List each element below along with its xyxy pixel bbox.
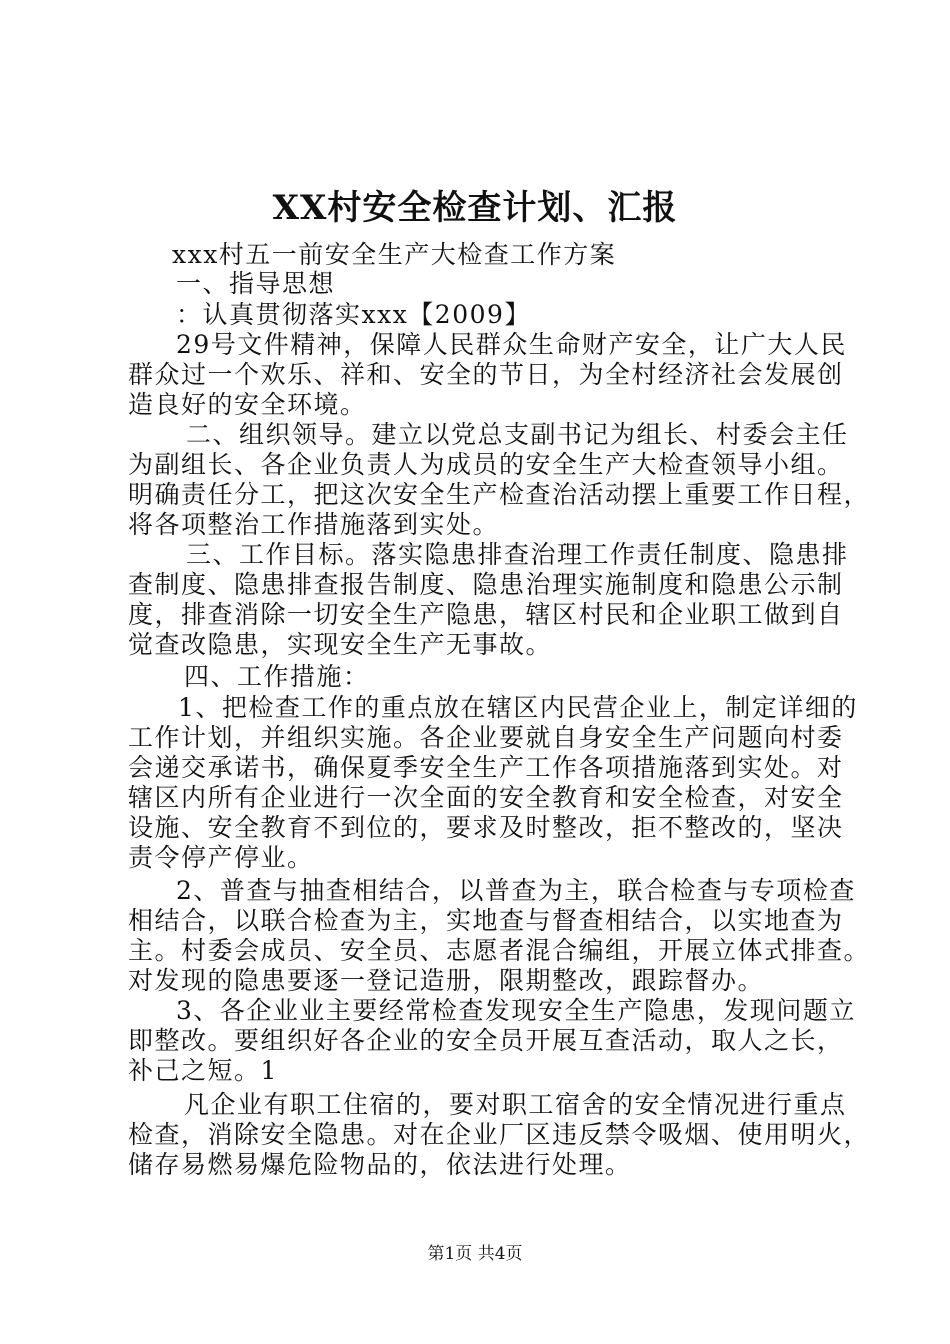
text-line: 明确责任分工，把这次安全生产检查治活动摆上重要工作日程， xyxy=(128,480,871,509)
text-line: 相结合，以联合检查为主，实地查与督查相结合，以实地查为 xyxy=(128,906,844,935)
text-line: 检查，消除安全隐患。对在企业厂区违反禁令吸烟、使用明火， xyxy=(128,1120,871,1149)
text-line: 觉查改隐患，实现安全生产无事故。 xyxy=(128,630,553,659)
text-line: xxx村五一前安全生产大检查工作方案 xyxy=(172,240,617,269)
text-line: 将各项整治工作措施落到实处。 xyxy=(128,510,500,539)
text-line: 储存易燃易爆危险物品的，依法进行处理。 xyxy=(128,1150,632,1179)
text-line: 2、普查与抽查相结合，以普查为主，联合检查与专项检查 xyxy=(176,876,856,905)
text-line: 二、组织领导。建立以党总支副书记为组长、村委会主任 xyxy=(186,420,849,449)
text-line: 为副组长、各企业负责人为成员的安全生产大检查领导小组。 xyxy=(128,450,844,479)
text-line: 三、工作目标。落实隐患排查治理工作责任制度、隐患排 xyxy=(186,540,849,569)
text-line: 辖区内所有企业进行一次全面的安全教育和安全检查，对安全 xyxy=(128,783,844,812)
text-line: 3、各企业业主要经常检查发现安全生产隐患，发现问题立 xyxy=(176,996,856,1025)
text-line: 补己之短。1 xyxy=(128,1056,278,1085)
text-line: 造良好的安全环境。 xyxy=(128,390,367,419)
section-heading: 一、指导思想 xyxy=(176,269,336,298)
text-line: 凡企业有职工住宿的，要对职工宿舍的安全情况进行重点 xyxy=(184,1090,847,1119)
text-line: 度，排查消除一切安全生产隐患，辖区村民和企业职工做到自 xyxy=(128,600,844,629)
text-line: 会递交承诺书，确保夏季安全生产工作各项措施落到实处。对 xyxy=(128,753,844,782)
section-heading: 四、工作措施： xyxy=(184,662,370,691)
text-line: 主。村委会成员、安全员、志愿者混合编组，开展立体式排查。 xyxy=(128,936,871,965)
text-line: 查制度、隐患排查报告制度、隐患治理实施制度和隐患公示制 xyxy=(128,570,844,599)
document-title: XX村安全检查计划、汇报 xyxy=(272,188,678,228)
text-line: 设施、安全教育不到位的，要求及时整改，拒不整改的，坚决 xyxy=(128,813,844,842)
text-line: ：认真贯彻落实xxx【2009】 xyxy=(176,300,531,329)
page-footer: 第1页 共4页 xyxy=(427,1244,523,1264)
text-line: 对发现的隐患要逐一登记造册，限期整改，跟踪督办。 xyxy=(128,966,765,995)
text-line: 即整改。要组织好各企业的安全员开展互查活动，取人之长， xyxy=(128,1026,844,1055)
text-line: 群众过一个欢乐、祥和、安全的节日，为全村经济社会发展创 xyxy=(128,360,844,389)
text-line: 29号文件精神，保障人民群众生命财产安全，让广大人民 xyxy=(176,330,847,359)
text-line: 责令停产停业。 xyxy=(128,843,314,872)
text-line: 工作计划，并组织实施。各企业要就自身安全生产问题向村委 xyxy=(128,723,844,752)
text-line: 1、把检查工作的重点放在辖区内民营企业上，制定详细的 xyxy=(178,693,858,722)
